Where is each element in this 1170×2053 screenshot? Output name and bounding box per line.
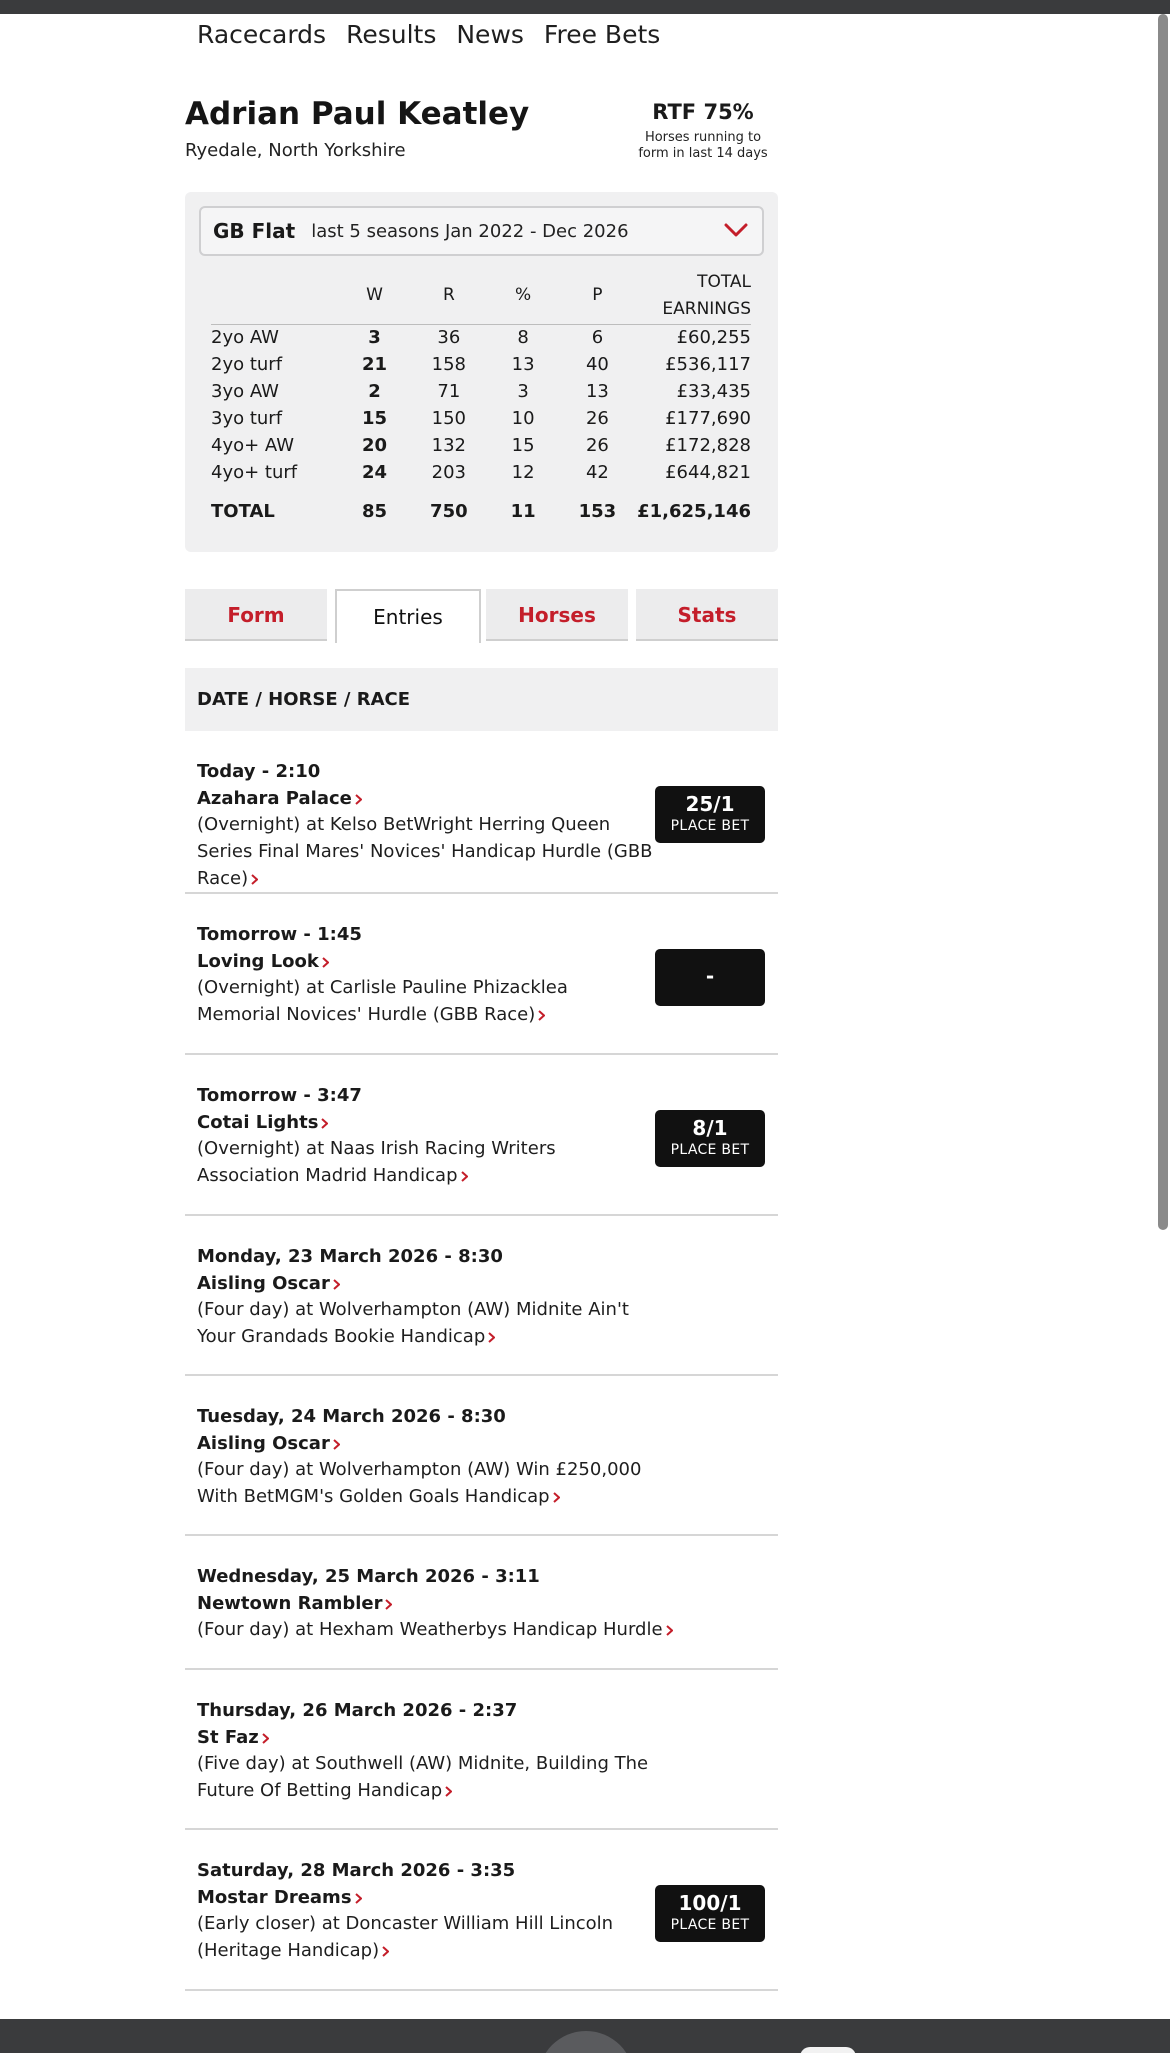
entry-race-name: (Overnight) at Kelso BetWright Herring Queen Series Final Mares' Novices' Handicap Hurdle (GBB Race) (197, 814, 653, 889)
bet-odds: - (705, 964, 715, 988)
rtf-badge (638, 100, 768, 162)
entry-race-link[interactable] (197, 1616, 757, 1643)
entry-horse-name: Mostar Dreams (197, 1887, 352, 1908)
stats-cell-percent: 8 (517, 327, 529, 349)
stats-cell-percent: 13 (511, 354, 535, 375)
stats-cell-category: 2yo turf (211, 354, 283, 375)
bet-label: PLACE BET (670, 818, 750, 834)
stats-cell-earnings: £536,117 (665, 354, 751, 375)
entry-date: Wednesday, 25 March 2026 - 3:11 (197, 1566, 540, 1587)
chevron-right-icon (251, 874, 258, 885)
entry-horse-name: Azahara Palace (197, 788, 352, 809)
stats-cell-category: 3yo AW (211, 381, 279, 402)
chevron-right-icon (355, 794, 362, 805)
stats-header-earnings: TOTAL EARNINGS (637, 268, 751, 324)
chevron-right-icon (488, 1332, 495, 1343)
entry-horse-link[interactable] (197, 788, 362, 809)
entry-race-name: (Overnight) at Naas Irish Racing Writers Association Madrid Handicap (197, 1138, 556, 1186)
nav-free-bets[interactable]: Free Bets (543, 20, 661, 49)
stats-cell-placed: 42 (585, 462, 609, 483)
entry-horse-link[interactable] (197, 1593, 392, 1614)
entry-race-link[interactable] (197, 811, 657, 892)
season-code: GB Flat (213, 219, 296, 243)
rtf-description: Horses running to form in last 14 days (638, 130, 768, 161)
stats-row (211, 324, 751, 351)
tab-horses[interactable]: Horses (486, 589, 628, 641)
chevron-right-icon (666, 1625, 673, 1636)
stats-cell-runs: 150 (431, 408, 467, 429)
tab-form[interactable]: Form (185, 589, 327, 641)
stats-cell-category: 4yo+ turf (211, 462, 298, 483)
stats-cell-wins: 3 (368, 327, 381, 349)
stats-panel (185, 192, 778, 552)
entry-date: Tomorrow - 3:47 (197, 1085, 362, 1106)
entry-horse-name: Newtown Rambler (197, 1593, 383, 1614)
season-dropdown[interactable] (199, 206, 764, 256)
season-range: last 5 seasons Jan 2022 - Dec 2026 (311, 220, 629, 242)
stats-cell-earnings: £1,625,146 (637, 501, 751, 522)
stats-cell-percent: 10 (511, 408, 535, 429)
entries-list (185, 731, 778, 1991)
stats-row (211, 405, 751, 432)
browser-bottom-bar (0, 2019, 1170, 2053)
entry-horse-name: Aisling Oscar (197, 1433, 330, 1454)
stats-cell-placed: 13 (585, 381, 609, 402)
nav-results[interactable]: Results (346, 20, 437, 49)
stats-cell-percent: 11 (510, 501, 536, 522)
entry-date: Tuesday, 24 March 2026 - 8:30 (197, 1406, 506, 1427)
stats-cell-wins: 21 (362, 354, 388, 375)
entry-date: Tomorrow - 1:45 (197, 924, 362, 945)
chevron-right-icon (382, 1946, 389, 1957)
stats-cell-runs: 132 (431, 435, 467, 456)
stats-cell-wins: 85 (362, 501, 388, 522)
entry-row (185, 1536, 778, 1670)
entry-race-name: (Four day) at Wolverhampton (AW) Midnite Ain't Your Grandads Bookie Handicap (197, 1299, 629, 1347)
stats-header-runs: R (409, 268, 488, 324)
main-nav (197, 20, 660, 49)
tab-entries[interactable]: Entries (335, 589, 481, 643)
place-bet-button[interactable] (655, 786, 765, 843)
stats-cell-percent: 15 (511, 435, 535, 456)
entry-date: Today - 2:10 (197, 761, 321, 782)
bet-label: PLACE BET (670, 1917, 750, 1933)
stats-cell-wins: 2 (368, 381, 381, 402)
home-button[interactable] (538, 2031, 634, 2053)
stats-header-placed: P (558, 268, 637, 324)
entry-row (185, 894, 778, 1055)
stats-cell-wins: 15 (362, 408, 388, 429)
stats-cell-placed: 26 (585, 435, 609, 456)
entry-row (185, 1830, 778, 1991)
stats-cell-placed: 40 (585, 354, 609, 375)
chevron-right-icon (262, 1733, 269, 1744)
stats-cell-placed: 153 (578, 501, 617, 522)
bet-label: PLACE BET (670, 1142, 750, 1158)
entry-row (185, 1376, 778, 1536)
entry-horse-link[interactable] (197, 1273, 340, 1294)
chevron-right-icon (445, 1786, 452, 1797)
entry-race-link[interactable] (197, 974, 657, 1028)
page-scrollbar[interactable] (1158, 14, 1168, 1230)
stats-cell-runs: 71 (437, 381, 461, 402)
chevron-right-icon (321, 1118, 328, 1129)
entry-race-link[interactable] (197, 1296, 657, 1350)
stats-header-category (211, 268, 340, 324)
stats-row (211, 351, 751, 378)
entry-row (185, 1216, 778, 1376)
rtf-value: RTF 75% (652, 100, 754, 124)
entry-date: Thursday, 26 March 2026 - 2:37 (197, 1700, 518, 1721)
place-bet-button[interactable] (655, 1885, 765, 1942)
tab-stats[interactable]: Stats (636, 589, 778, 641)
stats-cell-earnings: £177,690 (665, 408, 751, 429)
tabs-button[interactable] (800, 2047, 856, 2053)
entry-race-link[interactable] (197, 1750, 657, 1804)
entry-race-name: (Early closer) at Doncaster William Hill Lincoln (Heritage Handicap) (197, 1913, 614, 1961)
stats-cell-earnings: £172,828 (665, 435, 751, 456)
entry-race-link[interactable] (197, 1456, 657, 1510)
stats-cell-category: 2yo AW (211, 327, 279, 349)
bet-odds: 8/1 (692, 1116, 728, 1140)
entry-horse-name: St Faz (197, 1727, 259, 1748)
stats-cell-earnings: £644,821 (665, 462, 751, 483)
stats-cell-placed: 26 (585, 408, 609, 429)
stats-row (211, 378, 751, 405)
chevron-right-icon (333, 1279, 340, 1290)
entry-date: Monday, 23 March 2026 - 8:30 (197, 1246, 503, 1267)
stats-cell-percent: 12 (511, 462, 535, 483)
place-bet-button[interactable] (655, 949, 765, 1006)
entry-race-name: (Overnight) at Carlisle Pauline Phizacklea Memorial Novices' Hurdle (GBB Race) (197, 977, 568, 1025)
entry-race-name: (Four day) at Wolverhampton (AW) Win £250,000 With BetMGM's Golden Goals Handicap (197, 1459, 642, 1507)
profile-tabs (185, 589, 778, 643)
stats-cell-category: 3yo turf (211, 408, 283, 429)
chevron-right-icon (461, 1171, 468, 1182)
chevron-right-icon (333, 1439, 340, 1450)
nav-news[interactable]: News (456, 20, 524, 49)
stats-header-row (211, 268, 751, 324)
stats-total-row (211, 486, 751, 526)
trainer-name: Adrian Paul Keatley (185, 96, 530, 132)
chevron-right-icon (385, 1599, 392, 1610)
entry-horse-name: Cotai Lights (197, 1112, 319, 1133)
entry-horse-link[interactable] (197, 1887, 362, 1908)
entry-horse-link[interactable] (197, 1433, 340, 1454)
place-bet-button[interactable] (655, 1110, 765, 1167)
entry-race-name: (Five day) at Southwell (AW) Midnite, Building The Future Of Betting Handicap (197, 1753, 649, 1801)
stats-table (211, 268, 751, 526)
entry-horse-name: Aisling Oscar (197, 1273, 330, 1294)
stats-header-wins: W (340, 268, 409, 324)
chevron-right-icon (322, 957, 329, 968)
chevron-right-icon (553, 1492, 560, 1503)
stats-header-percent: % (489, 268, 558, 324)
chevron-down-icon (724, 222, 748, 238)
entry-horse-link[interactable] (197, 1112, 328, 1133)
stats-cell-earnings: £60,255 (676, 327, 751, 349)
stats-cell-wins: 24 (362, 462, 388, 483)
trainer-location: Ryedale, North Yorkshire (185, 140, 406, 161)
stats-cell-earnings: £33,435 (676, 381, 751, 402)
nav-racecards[interactable]: Racecards (197, 20, 327, 49)
entry-row (185, 731, 778, 894)
entries-list-header: DATE / HORSE / RACE (185, 668, 778, 731)
entry-race-name: (Four day) at Hexham Weatherbys Handicap Hurdle (197, 1619, 663, 1640)
entry-date: Saturday, 28 March 2026 - 3:35 (197, 1860, 516, 1881)
chevron-right-icon (355, 1893, 362, 1904)
stats-cell-category: TOTAL (211, 501, 275, 522)
entry-horse-link[interactable] (197, 1727, 269, 1748)
stats-cell-percent: 3 (517, 381, 529, 402)
stats-cell-wins: 20 (362, 435, 388, 456)
stats-cell-runs: 36 (437, 327, 461, 349)
bet-odds: 25/1 (685, 792, 735, 816)
entry-race-link[interactable] (197, 1910, 657, 1964)
entry-race-link[interactable] (197, 1135, 657, 1189)
stats-cell-runs: 750 (430, 501, 468, 522)
stats-cell-runs: 158 (431, 354, 467, 375)
browser-top-bar (0, 0, 1170, 14)
chevron-right-icon (538, 1010, 545, 1021)
entry-horse-name: Loving Look (197, 951, 319, 972)
stats-cell-placed: 6 (591, 327, 604, 349)
entry-horse-link[interactable] (197, 951, 329, 972)
entry-row (185, 1055, 778, 1216)
stats-cell-category: 4yo+ AW (211, 435, 295, 456)
stats-row (211, 459, 751, 486)
stats-row (211, 432, 751, 459)
bet-odds: 100/1 (678, 1891, 742, 1915)
stats-cell-runs: 203 (431, 462, 467, 483)
entry-row (185, 1670, 778, 1830)
